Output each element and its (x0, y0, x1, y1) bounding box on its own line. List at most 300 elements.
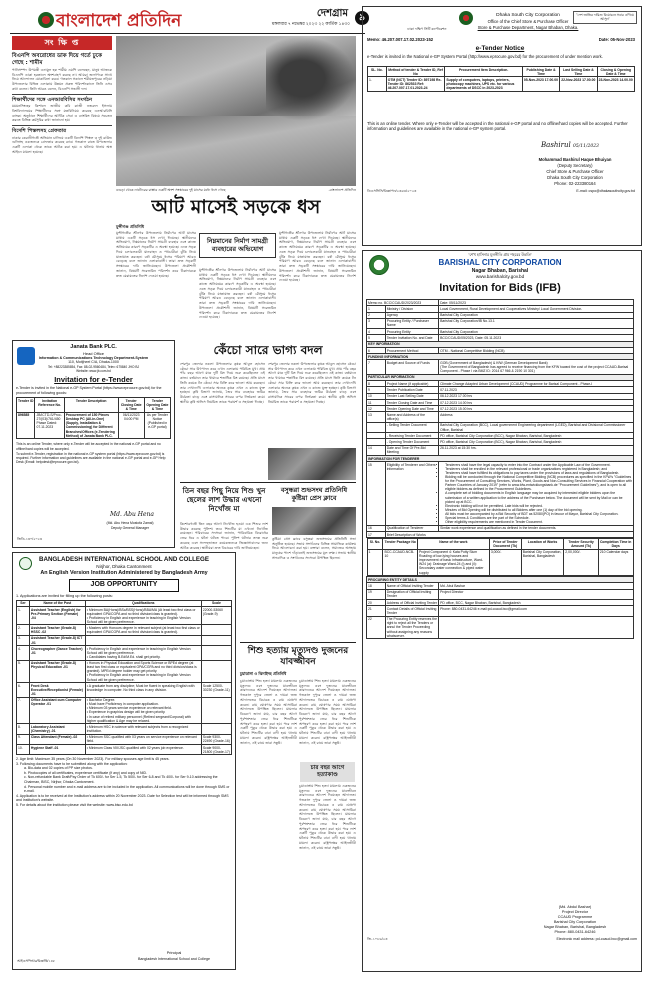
requirement-item: b. Photocopies of all certificates, experience certificate (if any) and copy of NID. (24, 770, 147, 775)
job-table (16, 600, 232, 756)
bisc-job-ad (12, 552, 236, 970)
bcc-ifb-ad (362, 250, 642, 972)
eligibility-item: • All bids must be accompanied by a Bid Security of BDT as 52080(PO) in favour of Mayor, Barishal City Corporation. (445, 512, 632, 516)
tender-note: To submit e-Tender, registration in the national e-GP system portal (https://www.eprocure.gov.bd) is required. Further information and guidelines are available in the national e-GP portal and e-GP Help Desk (Email: helpdesk@eprocure.gov.bd). (16, 451, 166, 465)
job-intro: 1. Applications are invited for filling up the following posts: (16, 593, 113, 598)
table-cell (85, 635, 201, 645)
ad-reference: ডিএসসিসি/বিজ্ঞাপন/২৩৬৩/২০২৩ (367, 189, 417, 193)
kechi-headline: কেঁচো সারে ভাগ্য বদল (213, 343, 323, 357)
table-header: Ser (17, 600, 30, 606)
table-cell: Choreographer (Dance Teacher) -01 (29, 646, 85, 660)
table-row (367, 318, 634, 328)
bcc-website: www.barishalcity.gov.bd (475, 274, 525, 279)
signer-title: Deputy General Manager (110, 526, 150, 530)
brief-body: ময়মনসিংহের ত্রিশালে জাতীয় কবি কাজী নজরুল ইসলাম বিশ্ববিদ্যালয়ের শিক্ষার্থীদের সঙ্গে মতবিনিময় করেছে এনআরবিসি ব্যাংক। অনুষ্ঠানে শিক্ষার্থীদের আর্থিক সেবা ও ব্যাংকিং বিষয়ে সচেতন করতে বিভিন্ন কর্মসূচির কথা জানানো হয়। (12, 104, 112, 123)
table-cell: 7. (17, 697, 30, 724)
signature: Md. Abu Hena (110, 511, 154, 518)
dscc-note: This is an online tender. Where only e-Tender will be accepted in the national e-GP portal and no offline/hard copies will be accepted. Further information and guidelines are available in the national e-GP system portal. (367, 121, 628, 132)
ad-reference: আইএসপিআর/বিজ্ঞপ্তি/১৪৮ (17, 959, 55, 963)
main-byline: মুন্সীগঞ্জ প্রতিনিধি (116, 224, 144, 229)
shishu-byline: চুয়াডাঙ্গা ও ঝিনাইদহ প্রতিনিধি (240, 671, 287, 676)
bcc-logo-icon (369, 255, 389, 275)
table-cell: 10 (367, 393, 386, 399)
table-cell: • Minimum HSC in science with relevant subjects from a recognized institution. (85, 724, 201, 734)
works-table (367, 538, 634, 576)
signer-org: Barishal City Corporation (553, 920, 597, 924)
photo-caption: বগুড়া থেকে নাটোরের রাস্তার একটি অংশ সংস্কারের দুই মাসের মধ্যে ধসে গেছে (116, 188, 226, 192)
table-cell: 13 (367, 412, 386, 422)
table-cell: 1. (17, 606, 30, 625)
brief-title: বিদেশি পিস্তলসহ গ্রেফতার (12, 128, 67, 135)
table-header: Qualifications (85, 600, 201, 606)
signer-phone: Phone: 02-223380164 (554, 181, 596, 186)
tree-silhouette (266, 36, 356, 121)
table-cell: Assistant Teacher (English) for Pre-Primary Section (Female) -04 (29, 606, 85, 625)
table-cell: Tender Publication Date (385, 387, 438, 393)
table-cell: 5. (17, 660, 30, 683)
table-cell: 5 (367, 335, 386, 341)
table-cell: Address of Official Inviting Tender (386, 600, 438, 605)
road-collapse-photo (116, 36, 356, 186)
table-cell: 6. (17, 683, 30, 697)
table-row (17, 625, 232, 635)
eligibility-item: • A complete set of bidding documents in English language may be acquired by interested eligible bidders upon the submission of a written application to the address of the Purchaser below. The document will be sent by Mail or can be picked up at BCC. (445, 491, 632, 503)
school-name: BANGLADESH INTERNATIONAL SCHOOL AND COLLEGE (39, 556, 209, 563)
signer-org: Dhaka South City Corporation (547, 175, 603, 180)
bank-website: Website: www.jb.com.bd (76, 368, 111, 373)
table-cell: Address (439, 412, 634, 422)
signer-office: Chief Store & Purchase Officer (546, 169, 604, 174)
table-cell: Tender Opening Date and Time (385, 406, 438, 412)
page-number: ৯ (355, 11, 369, 25)
table-header: SL. No. (368, 67, 387, 77)
table-cell: Tender Invitation No. and Date (385, 335, 438, 341)
requirement-item: c. Non-refundable Bank Draft/Pay Order of Tk 600/- for Ser 1-5, Tk 500/- for Ser 6-8 and Tk 400/- for Ser 9-10 addressing the Chairman, BISC, Nirjhor, Dhaka Cantonment. (24, 775, 218, 785)
table-cell: 1 (367, 549, 383, 576)
table-cell: 22000-53060 (Grade-9) (201, 606, 231, 625)
requirement-item: 4. Application is to be received at the Institution's address within 20 November 2023. Date for Selection test will be informed through SMS and Institution's website. (16, 793, 229, 803)
table-cell: 07.12.2023 15.00 hrs (439, 406, 634, 412)
section-header: PROCURING ENTITY DETAILS (367, 577, 634, 583)
table-cell (439, 462, 634, 525)
shishu-body: চুয়াডাঙ্গায় শিশু হত্যা মামলায় একজনের মৃত্যুদণ্ড এবং দুজনের যাবজ্জীবন কারাদণ্ডের আদেশ দিয়েছেন আদালত। গতকাল দুপুরে জেলা ও দায়রা জজ আদালতের বিচারক এ রায় ঘোষণা করেন। রায় ঘোষণার সময় আসামিরা আদালতে উপস্থিত ছিলেন। মামলার বিবরণে জানা যায়, চার বছর আগে পূর্বশত্রুতার জের ধরে শিশুটিকে অপহরণ করে হত্যা করা হয়। পরে লাশ একটি পুকুর থেকে উদ্ধার করা হয়। এ ঘটনায় শিশুটির বাবা বাদী হয়ে থানায় মামলা করেন। রাষ্ট্রপক্ষের আইনজীবী জানান, এই রায়ে তারা সন্তুষ্ট। (299, 784, 356, 850)
table-row (17, 660, 232, 683)
table-cell (201, 625, 231, 635)
table-row (367, 412, 634, 422)
issue-date: মঙ্গলবার ৭ নভেম্বর ২০২৩ ২২ কার্তিক ১৪৩০ (271, 21, 350, 26)
dscc-slogan: "দেশ জাতির দারিদ্র্য বিমোচনে সবার এগিয়ে আসুন" (573, 11, 637, 24)
table-cell: Brief Description of Works (385, 531, 633, 537)
eligibility-item: • Bidding will be conducted through the National Competitive Bidding (NCB) procedures as specified in the KFW's "Guidelines for the Procurement of Consulting Services, Works, Plant, Goods and Non-Consulting Services in Financial Cooperation with Partner Countries of January 2019" (refer to www.kfw-entwicklungsbank.de "Procurement Guidelines"), and is open to all eligible bidders as defined in the Procurement Guidelines. (445, 475, 632, 491)
table-cell: - Opening Tender Document (385, 439, 438, 445)
section-rule (240, 642, 356, 643)
nikhoj-headline: তিন বছর পিছু নিয়ে শিশু খুন ছেলের লাশ উদ্ধার এখনো নিখোঁজ মা (182, 486, 266, 513)
table-cell: Tender Closing Date and Time (385, 399, 438, 405)
signer-title: Principal (166, 951, 182, 955)
signer-title: (Deputy Secretary) (557, 163, 593, 168)
signer-title: Project Director (561, 910, 589, 914)
table-cell: Barishal City Corporation (BCC), Local government Engineering department (LGED), Barishal and Divisional Commissioner Office, Barishal (439, 422, 634, 432)
kushtia-photo (272, 507, 356, 535)
eligibility-item: • Tenderers shall have the legal capacity to enter into the Contract under the Applicable Law of the Government. (445, 463, 632, 467)
job-title: JOB OPPORTUNITY (69, 579, 179, 592)
table-cell: Md. Abul Bashar (439, 583, 634, 589)
table-cell: 2 (367, 312, 386, 318)
table-cell: Class Attendant (Female) -02 (29, 734, 85, 744)
table-cell: 3. (17, 635, 30, 645)
signer-org: Bangladesh International School and College (138, 957, 210, 961)
bank-name: Janata Bank PLC. (70, 344, 117, 350)
requirement-item: a. Bio-data and 02 copies of PP size photos. (24, 766, 93, 771)
main-quote-box: নিম্নমানের নির্মাণ সামগ্রী ব্যবহারের অভিযোগ (199, 233, 276, 258)
table-cell: 10. (17, 744, 30, 754)
table-cell: Laboratory Assistant (Chemistry) -01 (29, 724, 85, 734)
brief-title: বিএনপি অবরোধের ডাক দিয়ে গর্তে ঢুকে গেছে : শামীম (12, 53, 102, 66)
table-cell: PD office, Barishal City Corporation (BCC), Nagar Bhaban, Barishal, Bangladesh (439, 439, 634, 445)
signature-name: Bashirul (541, 141, 571, 149)
table-cell: 2,00,000/- (564, 549, 599, 576)
table-cell: Tender Last Selling Date (385, 393, 438, 399)
school-tagline: An English Version Institution Administered by Bangladesh Army (40, 570, 208, 577)
table-cell: 06.12.2023 17.00 hrs (439, 393, 634, 399)
table-cell: 8 (367, 381, 386, 387)
briefs-column (12, 36, 112, 336)
table-header: Tender Security Amount (Tk) (564, 539, 599, 549)
table-cell: Ministry / Division (385, 306, 438, 312)
requirement-item: 5. For details about the institution please visit the website: www.bisc.edu.bd (16, 802, 133, 807)
table-cell: Eligibility of Tenderer and Others information (385, 462, 438, 525)
briefs-header: সং ক্ষি প্ত (12, 36, 112, 50)
section-header: INFORMATION FOR TENDERER (367, 456, 634, 462)
table-cell: Procuring Entity (385, 329, 438, 335)
signer-name: (Md. Abu Hena Mostofa Zamal) (106, 521, 154, 525)
table-cell: 896585 (17, 412, 35, 439)
signer-name: (Md. Abdul Bashar) (558, 905, 592, 909)
table-cell: Project Director (439, 589, 634, 599)
table-row (367, 445, 634, 455)
eligibility-item: • Electronic bidding will not be permitted. Late bids will be rejected. (445, 504, 632, 508)
table-row (17, 724, 232, 734)
table-cell: Project Name (if applicable) (385, 381, 438, 387)
dscc-memo: Memo: 46.207.007.17.02.2023-152 (367, 37, 434, 42)
bank-address: 110, Motijheel C/A, Dhaka-1000 (68, 360, 119, 365)
bcc-place: Nagar Bhaban, Barishal (471, 268, 529, 274)
tender-title: Invitation for e-Tender (54, 374, 133, 384)
table-cell: OTM - National Competitive Bidding (NCB) (439, 347, 634, 353)
dscc-email: E-mail: cspo@dhakasouthcity.gov.bd (576, 189, 635, 193)
shishu-headline: শিশু হত্যায় মৃত্যুদণ্ড দুজনের যাবজ্জীবন (247, 646, 349, 667)
table-header: Procurement Item Description. (445, 67, 522, 77)
masthead-rule (10, 33, 365, 34)
signer-name: Mohammad Bashirul Haque Bhuiyan (538, 157, 612, 162)
table-cell: Assistant Teacher (Grade-8) Physical Education -01 (29, 660, 85, 683)
table-row (367, 606, 634, 616)
table-cell: 05-Nov-2023 17.00.00 (522, 77, 559, 91)
table-cell: PD office, BCC, Nagar Bhaban, Barishal, Bangladesh (439, 600, 634, 606)
tender-intro: e-Tender is invited in the National e-GP System Portal (https://www.eprocure.gov.bd) for the procurement of following goods: (16, 386, 162, 395)
table-cell: Date and Time Of Pre-Bid Meeting (385, 445, 438, 455)
brief-body: পানিসম্পদ উপমন্ত্রী এনামুল হক শামীম এমপি বলেছেন, মানুষ আজকে বিএনপি ডাকা হরতালে অংশগ্রহণ করছে না। আমরা জনগণকে সাথে নিয়ে আন্দোলন মোকাবিলা করব। গতকাল সকালে শরীয়তপুরের নড়িয়া উপজেলার বিভিন্ন এলাকায় উন্নয়ন প্রকল্প পরিদর্শনকালে তিনি এসব কথা বলেন। তিনি আরও বলেন, বিএনপি সন্ত্রাসী দল। (12, 67, 112, 91)
table-cell: 9 (367, 387, 386, 393)
table-cell: JB/ICTD-S/Proc-27/(03)/761/450 Phase Dated: 07.11.2023 (35, 412, 64, 439)
section-header: PARTICULAR INFORMATION (367, 374, 634, 380)
table-cell: Scale 9000-21800 (Grade-17) (202, 745, 230, 754)
table-cell (201, 697, 231, 724)
table-cell: 16 (367, 525, 386, 531)
table-cell: Procuring Entity / Purchaser Name (385, 318, 438, 328)
table-cell: 14 (367, 445, 386, 455)
table-cell: Barishal City Corporation (439, 329, 634, 335)
table-row (17, 606, 232, 625)
table-row (17, 697, 232, 724)
table-cell: 4 (367, 329, 386, 335)
requirement-item: d. Personal mobile number and e-mail address are to be included in the application. All communications will be done through SMS or e-mail. (24, 784, 230, 794)
requirement-item: 2. Age limit: Maximum 35 years (On 30 November 2023). For military spouses age limit is 45 years. (16, 757, 170, 762)
kechi-body: শেরপুর জেলার নকলা উপজেলার কৃষক আবুল হোসেন কেঁচো সার উৎপাদন করে এখন এলাকায় পরিচিত মুখ। প্রায় পাঁচ বছর আগে মাত্র দুটি রিং দিয়ে শুরু করেছিলেন এই কাজ। বর্তমানে তার খামারে শতাধিক রিং রয়েছে। প্রতি মাসে তিনি কয়েক টন কেঁচো সার বিক্রি করে ভালো আয় করছেন। তার দেখাদেখি এলাকার অনেক কৃষক এখন এ কাজে যুক্ত হচ্ছেন। কৃষি বিভাগ জানায়, জৈব সার ব্যবহারে জমির উর্বরতা বাড়ে এবং রাসায়নিক সারের ওপর নির্ভরতা কমে। স্থানীয় কৃষি অফিস নিয়মিত তাকে পরামর্শ ও সহায়তা দিচ্ছে। (180, 362, 265, 404)
table-cell (201, 724, 231, 734)
table-header: Tender Package No (383, 539, 418, 549)
bcc-memo: Memo no. BCC/CCAUD/2023/2023 (367, 300, 439, 306)
table-cell: Barishal City Corporation/IB No.13.1 (439, 318, 634, 328)
table-cell: 6 (367, 347, 386, 353)
shishu-pull-quote: চার বছর আগে হত্যাকাণ্ড (300, 762, 355, 782)
table-cell: • Bachelor Degree. • Must have Proficiency in computer application. • Minimum 03 years service experience on relevant field. • Experience in graphics design will be given priority. • In case of retired military personnel (Retired sergeant/Corporal) with higher qualification & Age may be relaxed. (85, 697, 201, 724)
table-cell: Front Desk Executive/Receptionist (Female) -01 (29, 683, 85, 697)
table-cell: Procurement of 150 Pieces Desktop PC (All-in-One) (Supply, Installation & Commissioning) for Different Branches/Offices (e-Tendering Method) of Janata Bank PLC. (64, 412, 118, 439)
signature-date: 05/11/2023 (572, 144, 599, 149)
table-cell: 9. (17, 734, 30, 744)
table-cell: 3,000/- (489, 549, 521, 576)
tender-table (16, 397, 171, 439)
table-header: Tender Opening Date & Time (144, 398, 170, 412)
table-cell: Phone: 880-0431-64246 e-mail:pd-ccaud.bcc@gmail.com (439, 606, 634, 616)
table-cell: Assistant Teacher (Grade-8) ICT -01 (29, 635, 85, 645)
kechi-photo (268, 448, 356, 480)
table-cell: Local Government, Rural Development and Cooperatives Ministry/ Local Government Division. (439, 306, 634, 312)
table-header: Name of the work (418, 539, 490, 549)
eligibility-item: • Minutes of Bid Opening will be distributed to all Bidders after one (1) day of the bid opening. (445, 508, 632, 512)
table-header: Completion Time in Days (599, 539, 632, 548)
table-row (367, 422, 634, 432)
table-cell: BCC-CCAUD-NCB-10 (383, 549, 418, 576)
table-header: Tender Closing Date & Time (118, 398, 144, 412)
table-cell: 17 (367, 531, 386, 537)
table-cell: • Minimum SSC qualified with 03 years on service experience on relevant field. (85, 734, 201, 744)
table-cell: 3 (367, 318, 386, 328)
table-cell: Agency (385, 312, 438, 318)
dscc-dept: Store & Purchase Department, Nagar Bhaban, Dhaka. (477, 25, 579, 30)
eligibility-item: • Other eligibility requirements are mentioned in Tender Document. (445, 520, 632, 524)
road-surface (116, 116, 356, 186)
section-header: KEY INFORMATION (367, 341, 634, 347)
table-header: Closing & Opening Date & Time (597, 67, 634, 77)
table-cell: Name and Address of the office(s) (385, 412, 438, 422)
table-row (367, 462, 634, 525)
main-body-middle: মুন্সীগঞ্জের শ্রীনগর উপজেলায় নির্মাণের আট মাসের মাথায় একটি সড়কে ধস দেখা দিয়েছে। স্থানীয়দের অভিযোগ, নিম্নমানের নির্মাণ সামগ্রী ব্যবহার এবং কাজে অনিয়মের কারণে সড়কটির এ অবস্থা হয়েছে। এতে সড়ক দিয়ে চলাচলকারী যানবাহন ও পথচারীরা ঝুঁকি নিয়ে যাতায়াত করছেন। বর্ষা মৌসুমে ধসের পরিমাণ আরও বেড়েছে বলে জানান এলাকাবাসী। তারা দ্রুত সড়কটি সংস্কারের দাবি জানিয়েছেন। উপজেলা প্রকৌশলী জানান, বিষয়টি সরেজমিন পরিদর্শন করে ঠিকাদারকে দ্রুত মেরামতের নির্দেশ দেওয়া হয়েছে। (199, 268, 276, 320)
table-row (368, 77, 635, 91)
table-row (367, 360, 634, 374)
table-cell: Barishal City Corporation (439, 312, 634, 318)
brief-title: শিক্ষার্থীদের সঙ্গে এনআরবিসির সংগঠন (12, 96, 93, 103)
table-cell: Scale 9300-22490 (Grade-16) (202, 735, 230, 744)
shishu-body: চুয়াডাঙ্গায় শিশু হত্যা মামলায় একজনের মৃত্যুদণ্ড এবং দুজনের যাবজ্জীবন কারাদণ্ডের আদেশ দিয়েছেন আদালত। গতকাল দুপুরে জেলা ও দায়রা জজ আদালতের বিচারক এ রায় ঘোষণা করেন। রায় ঘোষণার সময় আসামিরা আদালতে উপস্থিত ছিলেন। মামলার বিবরণে জানা যায়, চার বছর আগে পূর্বশত্রুতার জের ধরে শিশুটিকে অপহরণ করে হত্যা করা হয়। পরে লাশ একটি পুকুর থেকে উদ্ধার করা হয়। এ ঘটনায় শিশুটির বাবা বাদী হয়ে থানায় মামলা করেন। রাষ্ট্রপক্ষের আইনজীবী জানান, এই রায়ে তারা সন্তুষ্ট। (240, 679, 297, 745)
table-cell: 06/11/2023 04:00 PM (118, 412, 144, 439)
table-cell: • Minimum Class VIII/JSC qualified with 02 years job experience. (85, 744, 201, 754)
table-header: Name of the Post (29, 600, 85, 606)
table-cell (201, 660, 231, 683)
table-cell: 19 (367, 589, 386, 599)
main-headline: আট মাসেই সড়কে ধস (151, 196, 321, 218)
table-cell: Similar work experience and qualification as defined in the tender documents. (439, 525, 634, 531)
table-row (17, 734, 232, 744)
table-header: Publishing Date & Time (522, 67, 559, 77)
table-cell: 26.11.2023 at 15:30 hrs. (439, 445, 634, 455)
table-row (17, 744, 232, 754)
table-cell: 20 (367, 600, 386, 606)
section-header: FUNDING INFORMATION (367, 354, 634, 360)
photo-credit: -বাংলাদেশ প্রতিদিন (328, 188, 356, 192)
main-body-right: মুন্সীগঞ্জের শ্রীনগর উপজেলায় নির্মাণের আট মাসের মাথায় একটি সড়কে ধস দেখা দিয়েছে। স্থানীয়দের অভিযোগ, নিম্নমানের নির্মাণ সামগ্রী ব্যবহার এবং কাজে অনিয়মের কারণে সড়কটির এ অবস্থা হয়েছে। এতে সড়ক দিয়ে চলাচলকারী যানবাহন ও পথচারীরা ঝুঁকি নিয়ে যাতায়াত করছেন। বর্ষা মৌসুমে ধসের পরিমাণ আরও বেড়েছে বলে জানান এলাকাবাসী। তারা দ্রুত সড়কটি সংস্কারের দাবি জানিয়েছেন। উপজেলা প্রকৌশলী জানান, বিষয়টি সরেজমিন পরিদর্শন করে ঠিকাদারকে দ্রুত মেরামতের নির্দেশ দেওয়া হয়েছে। (279, 231, 356, 283)
signer-phone: Phone: 880-0431-64246 (554, 930, 596, 934)
table-cell (201, 635, 231, 645)
dscc-date: Date: 05-Nov-2023 (598, 37, 635, 42)
shishu-body: চুয়াডাঙ্গায় শিশু হত্যা মামলায় একজনের মৃত্যুদণ্ড এবং দুজনের যাবজ্জীবন কারাদণ্ডের আদেশ দিয়েছেন আদালত। গতকাল দুপুরে জেলা ও দায়রা জজ আদালতের বিচারক এ রায় ঘোষণা করেন। রায় ঘোষণার সময় আসামিরা আদালতে উপস্থিত ছিলেন। মামলার বিবরণে জানা যায়, চার বছর আগে পূর্বশত্রুতার জের ধরে শিশুটিকে অপহরণ করে হত্যা করা হয়। পরে লাশ একটি পুকুর থেকে উদ্ধার করা হয়। এ ঘটনায় শিশুটির বাবা বাদী হয়ে থানায় মামলা করেন। রাষ্ট্রপক্ষের আইনজীবী জানান, এই রায়ে তারা সন্তুষ্ট। (299, 679, 356, 745)
table-cell: Office Assistant cum Computer Operator -01 (29, 697, 85, 724)
signer-address: Nagar Bhaban, Barishal, Bangladesh (543, 925, 607, 929)
dscc-intro: e-Tender is invited in the National e-GP System Portal (http://www.eprocure.gov.bd) for the procurement of under mention work. (367, 54, 603, 59)
table-header: Location of Works (521, 539, 564, 549)
table-header: Tender Description (64, 398, 118, 412)
table-cell: 07.12.2023 14.00 hrs (439, 399, 634, 405)
janata-bank-ad (12, 340, 175, 548)
bcc-table (366, 299, 634, 639)
table-header: Method of tender & Tender ID, Ref No (386, 67, 445, 77)
table-cell: 7 (367, 360, 386, 374)
table-cell: Climate Change Adapted Urban Development (CCAUD) Programme for Barisal Component - Phase-I (439, 381, 634, 387)
table-cell: • Minimum BA(Hons)/BSc/BSS(Hons)/BBA/MA (At least two first class or equivalent GPA/CGPA and no third division/class is granted). • Proficiency in English and experience in teaching in English Version School will be given preference. (85, 606, 201, 625)
table-cell: 22 (367, 616, 386, 639)
table-cell: • A graduate from any discipline; Must be fluent in speaking English with knowledge in computer. No third class in any division. (85, 683, 201, 697)
table-cell: Assistant Teacher (Grade-8) HSSC -02 (29, 625, 85, 635)
table-cell: GOB (Government of Bangladesh) & KfW (German Development Bank) (The Government of Bangladesh has agreed to receive financing from the KFW toward the cost of the project CCAUD-Barisal Component - Phase I via BMZ ID: 2014 67 966 & 2190 10 301) (439, 360, 634, 374)
table-cell: 4. (17, 646, 30, 660)
table-row (367, 589, 634, 599)
table-cell: 1. (368, 77, 387, 91)
table-header: Tender ID (17, 398, 35, 412)
table-cell: Scale 12500-30230 (Grade-11) (201, 683, 231, 697)
table-cell: BCC/CCAUD/05/2023, Date: 05.11.2023 (439, 335, 634, 341)
eligibility-item: • Special terms & Conditions are the part of the Schedule. (445, 516, 632, 520)
table-cell: • Proficiency in English and experience in teaching in English Version School will be given preference. • Candidates having B.Ed/M.Ed. shall get priority. (85, 646, 201, 660)
brief-body: ঢাকার কেরানীগঞ্জে অভিযান চালিয়ে একটি বিদেশি পিস্তল ও দুই রাউন্ড গুলিসহ একজনকে গ্রেফতার করেছে র‍্যাব। গতকাল রাতে উপজেলার একটি এলাকা থেকে তাকে আটক করা হয়। এ ঘটনায় থানায় অস্ত্র আইনে মামলা হয়েছে। (12, 135, 112, 154)
ad-reference: জি-১০৮৬/২৩ (367, 937, 388, 941)
bcc-email: Electronic mail address: pd-ccaud.bcc@gmail.com (556, 937, 637, 941)
eligibility-item: • Tenderers shall be enrolled in the relevant professional or trade organizations registered in Bangladesh; and (445, 467, 632, 471)
logo-emblem-icon (38, 12, 54, 28)
table-cell: Project Component 4: Kata Potty Slum Roading of low-lying houses and improvement of basic infrastructure, Ward-W24 (a): Drainage Ward-24 (i) and (ii): Secondary water connection & piped water supply (418, 549, 490, 576)
table-cell: As per Tender Notice (Published in e-GP portal) (144, 412, 170, 439)
table-cell: 210 Calendar days (598, 549, 633, 576)
table-cell: PD office, Barishal City Corporation (BCC), Nagar Bhaban, Barishal, Bangladesh (439, 433, 634, 439)
table-cell: 8. (17, 724, 30, 734)
table-row (17, 683, 232, 697)
table-cell: 22-Nov-2023 17.00.00 (560, 77, 597, 91)
table-cell: 1 (367, 306, 386, 312)
dscc-org: Dhaka South City Corporation (496, 13, 560, 18)
table-cell: 15 (367, 462, 386, 525)
eligibility-item: • Tenderers shall have fulfilled its obligations to pay taxes under the provisions of laws and regulations of Bangladesh. (445, 471, 632, 475)
job-requirements (16, 757, 232, 807)
table-header: Invitation Reference No. (35, 398, 64, 412)
nikhoj-body: কিশোরগঞ্জে তিন বছর আগে নিখোঁজ হওয়া এক শিশুর লাশ উদ্ধার করেছে পুলিশ। তবে শিশুটির মা এখনো নিখোঁজ রয়েছেন। পরিবারের সদস্যরা জানান, পারিবারিক বিরোধের জের ধরে এ ঘটনা ঘটতে পারে। পুলিশ ঘটনার তদন্ত শুরু করেছে এবং সন্দেহভাজন কয়েকজনকে জিজ্ঞাসাবাদের জন্য আটক করেছে। স্থানীয়রা দ্রুত বিচারের দাবি জানিয়েছেন। (180, 522, 268, 550)
table-row (17, 412, 171, 439)
table-cell: Hygiene Staff -01 (29, 744, 85, 754)
table-cell: • Honors in Physical Education and Sports Science or BPEd degree (at least two first class or equivalent GPA/CGPA and no third division/class is granted). MPEd degree holder may get priority. • Proficiency in English and experience in teaching in English Version School will be given preference. (85, 660, 201, 683)
ad-reference: জিডি-১৩০/২০২৩ (17, 537, 42, 541)
bcc-org: BARISHAL CITY CORPORATION (438, 258, 562, 267)
dscc-tender-ad (362, 6, 642, 246)
table-cell: - Receiving Tender Document (385, 433, 438, 439)
section-name: দেশগ্রাম (316, 8, 348, 19)
dscc-table (367, 66, 635, 92)
dscc-emblem-text: ঢাকা দক্ষিণ সিটি কর্পোরেশন (407, 27, 447, 31)
table-cell: 07.11.2023 (439, 387, 634, 393)
kechi-body: শেরপুর জেলার নকলা উপজেলার কৃষক আবুল হোসেন কেঁচো সার উৎপাদন করে এখন এলাকায় পরিচিত মুখ। প্রায় পাঁচ বছর আগে মাত্র দুটি রিং দিয়ে শুরু করেছিলেন এই কাজ। বর্তমানে তার খামারে শতাধিক রিং রয়েছে। প্রতি মাসে তিনি কয়েক টন কেঁচো সার বিক্রি করে ভালো আয় করছেন। তার দেখাদেখি এলাকার অনেক কৃষক এখন এ কাজে যুক্ত হচ্ছেন। কৃষি বিভাগ জানায়, জৈব সার ব্যবহারে জমির উর্বরতা বাড়ে এবং রাসায়নিক সারের ওপর নির্ভরতা কমে। স্থানীয় কৃষি অফিস নিয়মিত তাকে পরামর্শ ও সহায়তা দিচ্ছে। (268, 362, 356, 404)
table-cell: 18 (367, 583, 386, 589)
table-row (17, 635, 232, 645)
dscc-title: e-Tender Notice (475, 45, 525, 52)
main-body-left: মুন্সীগঞ্জের শ্রীনগর উপজেলায় নির্মাণের আট মাসের মাথায় একটি সড়কে ধস দেখা দিয়েছে। স্থানীয়দের অভিযোগ, নিম্নমানের নির্মাণ সামগ্রী ব্যবহার এবং কাজে অনিয়মের কারণে সড়কটির এ অবস্থা হয়েছে। এতে সড়ক দিয়ে চলাচলকারী যানবাহন ও পথচারীরা ঝুঁকি নিয়ে যাতায়াত করছেন। বর্ষা মৌসুমে ধসের পরিমাণ আরও বেড়েছে বলে জানান এলাকাবাসী। তারা দ্রুত সড়কটি সংস্কারের দাবি জানিয়েছেন। উপজেলা প্রকৌশলী জানান, বিষয়টি সরেজমিন পরিদর্শন করে ঠিকাদারকে দ্রুত মেরামতের নির্দেশ দেওয়া হয়েছে। (116, 231, 196, 278)
tender-note: This is an online Tender, where only e-Tender will be accepted in the national e-GP portal and no offline/hard copies will be accepted. (16, 442, 161, 451)
bcc-slogan: "শেখ হাসিনার মূলনীতি গ্রাম শহরের উন্নতি" (468, 253, 532, 257)
kushtia-headline: বসুন্ধরা শুভসংঘ প্রতিনিধি কুষ্টিয়া প্রেস ক্লাবে (280, 486, 348, 502)
bank-contact: Tel: +88223385854, Fax: 88-02-9560484, Telex: 675840 JHO BJ (47, 364, 140, 369)
table-header: Last Selling Date & Time (560, 67, 597, 77)
table-cell: Contact Details of Official Inviting Tender (385, 606, 438, 616)
kushtia-body: কুষ্টিয়া প্রেস ক্লাবে বসুন্ধরা শুভসংঘের প্রতিনিধি সভা অনুষ্ঠিত হয়েছে। সভায় সংগঠনের বিভিন্ন সামাজিক কার্যক্রম নিয়ে আলোচনা করা হয়। বক্তারা বলেন, সমাজের অসহায় মানুষের পাশে দাঁড়ানোই শুভসংঘের মূল লক্ষ্য। সভায় স্থানীয় সাংবাদিক ও সংগঠনের সদস্যরা উপস্থিত ছিলেন। (272, 537, 356, 560)
school-location: Nirjhor, Dhaka Cantonment (96, 563, 152, 569)
school-logo-icon (19, 557, 32, 570)
dscc-office: Office of the Chief Store & Purchase Officer (487, 19, 569, 24)
newspaper-logo: বাংলাদেশ প্রতিদিন (56, 11, 182, 31)
table-cell: 21 (367, 606, 386, 616)
section-rule (180, 482, 356, 483)
table-cell: 23-Nov-2023 14.00.00 (597, 77, 634, 91)
table-header: Scale (201, 600, 231, 606)
table-cell (201, 646, 231, 660)
table-cell: Procurement Method (385, 347, 438, 353)
bcc-title: Invitation for Bids (IFB) (439, 282, 561, 294)
table-cell: The Procuring Entity reserves the right to reject all the Tenders or annul the Tender Proceeding without assigning any reasons whatsoever. (386, 617, 438, 638)
table-cell: Qualification of Tenderer (385, 525, 438, 531)
table-cell: Supply of computers, laptops, printers, photocopy machines, UPS etc. for various departments of DSCC in 2023-2023 (445, 77, 522, 91)
signature (541, 141, 599, 150)
bank-logo-icon (17, 347, 35, 365)
table-row (367, 616, 634, 639)
table-cell: OTM (NCT) Tender ID: 897198 Re-Tender ID: 862533 Ref: 46.207.007.17.01.2023-24 (386, 77, 445, 91)
table-cell: 12 (367, 406, 386, 412)
signer-office: CCAUD Programme (557, 915, 593, 919)
table-cell: Barishal City Corporation, Barishal, Bangladesh (521, 549, 564, 576)
table-cell (367, 422, 386, 432)
table-row (367, 549, 633, 576)
table-row (17, 646, 232, 660)
table-cell: 2. (17, 625, 30, 635)
requirement-item: 3. Following documents have to be submitted along with the application: (16, 761, 128, 766)
bank-office: Head Office (82, 350, 105, 356)
table-cell: Name of Official Inviting Tender (385, 583, 438, 589)
bcc-date: Date: 05/11/2023 (439, 300, 634, 306)
